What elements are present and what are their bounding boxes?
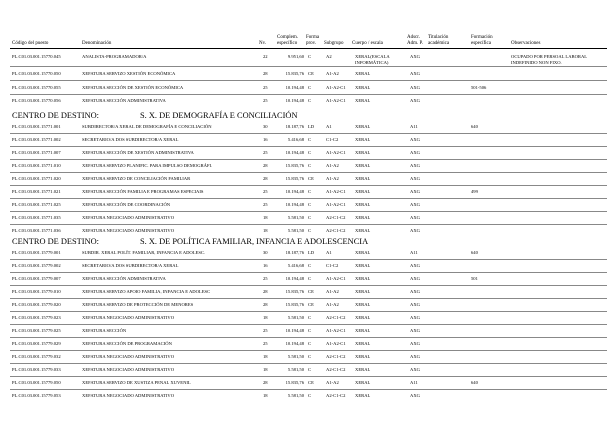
cell-adscription: AXG [410,150,420,155]
cell-complement: 5.581,50 [287,354,304,359]
cell-subgroup: A2-C1-C2 [326,215,346,220]
header-denominacion: Denominación [82,41,112,46]
header-titulacion: Titulación académica [428,35,450,46]
cell-adscription: AXG [410,276,420,281]
cell-complement: 15.835,76 [285,302,304,307]
row-divider [10,211,607,212]
cell-adscription: AXG [410,202,420,207]
table-row [0,137,615,146]
cell-subgroup: A1 [326,250,332,255]
cell-name: SUBDIR. XERAL POLÍT. FAMILIAR, INFANCIA E ADOLESC. [82,250,206,255]
table-row [0,215,615,224]
cell-code: PL.C01.03.001.15779.029 [12,341,61,346]
row-divider [10,172,607,173]
cell-level: 18 [263,393,268,398]
cell-code: PL.C01.03.001.15771.020 [12,176,61,181]
cell-code: PL.C01.03.001.15779.001 [12,250,61,255]
row-divider [10,94,607,95]
cell-complement: 9.951,60 [287,54,304,59]
cell-adscription: A11 [410,380,418,385]
cell-adscription: AXG [410,163,420,168]
cell-cuerpo: XERAL [355,85,371,90]
row-divider [10,159,607,160]
row-divider [10,80,607,81]
header-subgrupo: Subgrupo [324,41,344,46]
cell-level: 25 [263,150,268,155]
header-nivel: Nv. [259,41,267,46]
cell-code: PL.C01.03.001.15771.021 [12,189,61,194]
cell-cuerpo: XERAL [355,150,371,155]
row-divider [10,324,607,325]
cell-level: 16 [263,137,268,142]
cell-adscription: A11 [410,250,418,255]
cell-adscription: AXG [410,315,420,320]
cell-complement: 5.581,50 [287,228,304,233]
cell-code: PL.C01.03.001.15779.020 [12,302,61,307]
cell-cuerpo: XERAL [355,202,371,207]
cell-forma: C [308,189,312,194]
cell-subgroup: A1-A2 [326,302,339,307]
cell-cuerpo: XERAL [355,354,371,359]
cell-adscription: A11 [410,124,418,129]
cell-subgroup: C1-C2 [326,137,339,142]
cell-code: PL.C01.03.001.15779.025 [12,328,61,333]
header-adscripcion: Adscr. Adm. P. [407,35,423,46]
cell-cuerpo: XERAL [355,71,371,76]
cell-subgroup: C1-C2 [326,263,339,268]
cell-forma: C [308,315,312,320]
cell-adscription: AXG [410,263,420,268]
cell-level: 28 [263,302,268,307]
cell-code: PL.C01.03.001.15771.025 [12,202,61,207]
cell-complement: 10.194,48 [285,98,304,103]
row-divider [10,285,607,286]
table-row [0,71,615,80]
cell-name: XEFATURA SECCIÓN DE XESTIÓN ECONÓMICA [82,85,184,90]
cell-cuerpo: XERAL [355,380,371,385]
cell-subgroup: A2-C1-C2 [326,393,346,398]
cell-name: XEFATURA SECCIÓN DE XESTIÓN ADMINISTRATIVA [82,150,194,155]
cell-code: PL.C01.03.001.15771.036 [12,228,61,233]
cell-cuerpo: XERAL [355,276,371,281]
cell-name: XEFATURA NEGOCIADO ADMINISTRATIVO [82,354,175,359]
cell-formacion: 499 [471,189,478,194]
cell-cuerpo: XERAL [355,341,371,346]
cell-cuerpo: XERAL [355,328,371,333]
cell-level: 25 [263,85,268,90]
cell-level: 25 [263,276,268,281]
cell-level: 30 [263,250,268,255]
cell-name: XEFATURA NEGOCIADO ADMINISTRATIVO [82,228,175,233]
cell-complement: 5.416,68 [287,137,304,142]
cell-name: XEFATURA SECCIÓN [82,328,127,333]
cell-code: PL.C01.03.001.15771.007 [12,150,61,155]
header-formacion: Formación específica [471,35,493,46]
cell-complement: 10.194,48 [285,150,304,155]
cell-subgroup: A1-A2-C1 [326,341,346,346]
cell-complement: 5.581,50 [287,393,304,398]
cell-cuerpo: XERAL [355,124,371,129]
row-divider [10,133,607,134]
cell-code: PL.C01.03.001.15770.055 [12,85,61,90]
cell-subgroup: A1-A2 [326,71,339,76]
table-row [0,354,615,363]
cell-level: 28 [263,380,268,385]
cell-cuerpo: XERAL [355,137,371,142]
header-observaciones: Observaciones [511,41,541,46]
cell-subgroup: A1-A2 [326,380,339,385]
cell-cuerpo: XERAL [355,289,371,294]
cell-cuerpo: XERAL(ESCALA INFORMÁTICA) [355,54,390,65]
cell-name: ANALISTA-PROGRAMADOR/A [82,54,147,59]
header-divider [10,48,607,49]
cell-name: XEFATURA SECCIÓN DE PROGRAMACIÓN [82,341,172,346]
section-header-demografia [12,111,602,121]
cell-name: XEFATURA SERVIZO XESTIÓN ECONÓMICA [82,71,176,76]
cell-forma: C [308,393,312,398]
cell-level: 22 [263,54,268,59]
cell-name: XEFATURA SECCIÓN ADMINISTRATIVA [82,276,166,281]
table-row [0,124,615,133]
table-row [0,380,615,389]
cell-complement: 10.194,48 [285,202,304,207]
cell-complement: 15.835,76 [285,163,304,168]
cell-name: XEFATURA SERVIZO APOIO FAMILIA, INFANCIA E ADOLESC [82,289,211,294]
cell-cuerpo: XERAL [355,228,371,233]
table-row [0,393,615,402]
cell-level: 18 [263,228,268,233]
cell-level: 30 [263,124,268,129]
cell-level: 25 [263,341,268,346]
cell-complement: 10.194,48 [285,189,304,194]
cell-forma: CE [308,289,314,294]
cell-code: PL.C01.03.001.15771.035 [12,215,61,220]
cell-subgroup: A1-A2-C1 [326,328,346,333]
cell-forma: C [308,202,312,207]
table-row [0,276,615,285]
cell-subgroup: A1-A2-C1 [326,98,346,103]
cell-cuerpo: XERAL [355,98,371,103]
cell-complement: 18.187,76 [285,250,304,255]
cell-forma: C [308,163,312,168]
table-row [0,315,615,324]
cell-name: XEFATURA SERVIZO DE CONCILIACIÓN FAMILIAR [82,176,191,181]
cell-name: XEFATURA NEGOCIADO ADMINISTRATIVO [82,367,175,372]
cell-cuerpo: XERAL [355,163,371,168]
row-divider [10,376,607,377]
row-divider [10,146,607,147]
table-row [0,302,615,311]
cell-adscription: AXG [410,98,420,103]
table-header [0,0,615,48]
cell-code: PL.C01.03.001.15779.023 [12,315,61,320]
table-row [0,189,615,198]
cell-observations: OCUPADO POR PERSOAL LABORAL INDEFINIDO NON FIXO. [511,54,588,65]
cell-complement: 10.194,48 [285,341,304,346]
table-row [0,54,615,63]
cell-forma: C [308,341,312,346]
row-divider [10,311,607,312]
row-divider [10,185,607,186]
header-codigo: Código del puesto [12,41,49,46]
cell-subgroup: A1 [326,124,332,129]
table-row [0,328,615,337]
cell-cuerpo: XERAL [355,367,371,372]
cell-code: PL.C01.03.001.15779.050 [12,380,61,385]
cell-level: 28 [263,176,268,181]
row-divider [10,298,607,299]
cell-adscription: AXG [410,341,420,346]
cell-name: SUBDIRECTOR/A XERAL DE DEMOGRAFÍA E CONCILIACIÓN [82,124,212,129]
cell-level: 25 [263,202,268,207]
cell-subgroup: A1-A2 [326,289,339,294]
cell-forma: C [308,354,312,359]
cell-code: PL.C01.03.001.15770.045 [12,54,61,59]
table-row [0,176,615,185]
cell-level: 18 [263,215,268,220]
cell-subgroup: A1-A2 [326,163,339,168]
cell-subgroup: A1-A2 [326,176,339,181]
cell-level: 18 [263,315,268,320]
cell-level: 28 [263,289,268,294]
cell-subgroup: A2 [326,54,332,59]
cell-adscription: AXG [410,85,420,90]
cell-formacion: 640 [471,250,478,255]
cell-forma: LD [308,250,315,255]
row-divider [10,363,607,364]
cell-name: SECRETARIO/A DOS SUBDIRECTOR/A XERAL [82,137,179,142]
cell-complement: 5.416,68 [287,263,304,268]
section-label: CENTRO DE DESTINO: [12,237,100,246]
row-divider [10,337,607,338]
cell-code: PL.C01.03.001.15779.032 [12,354,61,359]
cell-code: PL.C01.03.001.15770.056 [12,98,61,103]
cell-cuerpo: XERAL [355,215,371,220]
cell-forma: LD [308,124,315,129]
row-divider [10,224,607,225]
table-row [0,163,615,172]
cell-cuerpo: XERAL [355,302,371,307]
table-row [0,263,615,272]
cell-adscription: AXG [410,367,420,372]
cell-subgroup: A2-C1-C2 [326,367,346,372]
cell-forma: CE [308,71,314,76]
cell-forma: C [308,276,312,281]
cell-complement: 10.194,48 [285,328,304,333]
cell-subgroup: A1-A2-C1 [326,85,346,90]
cell-complement: 15.835,76 [285,176,304,181]
cell-complement: 15.835,76 [285,380,304,385]
cell-adscription: AXG [410,289,420,294]
cell-cuerpo: XERAL [355,315,371,320]
cell-name: XEFATURA SECCIÓN FAMILIA E PROGRAMAS ESPECIAIS [82,189,204,194]
cell-formacion: 640 [471,380,478,385]
row-divider [10,350,607,351]
cell-forma: C [308,150,312,155]
cell-name: XEFATURA NEGOCIADO ADMINISTRATIVO [82,393,175,398]
cell-adscription: AXG [410,215,420,220]
cell-name: SECRETARIO/A DOS SUBDIRECTOR/A XERAL [82,263,179,268]
cell-cuerpo: XERAL [355,250,371,255]
cell-adscription: AXG [410,302,420,307]
cell-code: PL.C01.03.001.15779.007 [12,276,61,281]
cell-cuerpo: XERAL [355,189,371,194]
header-cuerpo: Cuerpo / escala [352,41,383,46]
cell-adscription: AXG [410,354,420,359]
cell-forma: C [308,263,312,268]
header-forma: Forma prov. [306,35,320,46]
row-divider [10,198,607,199]
cell-name: XEFATURA SERVIZO DE PROTECCIÓN DE MENORES [82,302,194,307]
cell-name: XEFATURA SERVIZO PLANIFIC. PARA IMPULSO DEMOGRÁFI. [82,163,213,168]
cell-complement: 5.581,50 [287,367,304,372]
cell-level: 28 [263,71,268,76]
cell-level: 25 [263,189,268,194]
table-row [0,228,615,237]
cell-code: PL.C01.03.001.15779.033 [12,367,61,372]
table-row [0,85,615,94]
row-divider [10,66,607,67]
cell-forma: C [308,54,312,59]
cell-forma: CE [308,380,314,385]
cell-level: 18 [263,367,268,372]
cell-forma: C [308,228,312,233]
cell-name: XEFATURA SECCIÓN ADMINISTRATIVA [82,98,166,103]
cell-complement: 10.194,48 [285,276,304,281]
cell-subgroup: A1-A2-C1 [326,150,346,155]
cell-subgroup: A1-A2-C1 [326,189,346,194]
cell-level: 16 [263,263,268,268]
cell-level: 28 [263,163,268,168]
cell-complement: 5.581,50 [287,315,304,320]
cell-code: PL.C01.03.001.15779.053 [12,393,61,398]
cell-code: PL.C01.03.001.15779.002 [12,263,61,268]
cell-code: PL.C01.03.001.15771.010 [12,163,61,168]
cell-complement: 5.581,50 [287,215,304,220]
cell-level: 25 [263,328,268,333]
cell-adscription: AXG [410,393,420,398]
cell-subgroup: A2-C1-C2 [326,354,346,359]
table-row [0,289,615,298]
cell-name: XEFATURA SERVIZO DE XUSTIZA PENAL XUVENIL [82,380,191,385]
table-row [0,98,615,107]
row-divider [10,389,607,390]
cell-subgroup: A2-C1-C2 [326,228,346,233]
section-name: S. X. DE DEMOGRAFÍA E CONCILIACIÓN [140,111,298,120]
header-complemento: Complem. específico [277,35,298,46]
cell-complement: 18.187,76 [285,124,304,129]
cell-cuerpo: XERAL [355,263,371,268]
cell-forma: C [308,137,312,142]
table-row [0,250,615,259]
cell-code: PL.C01.03.001.15770.050 [12,71,61,76]
cell-formacion: 640 [471,124,478,129]
cell-subgroup: A1-A2-C1 [326,276,346,281]
cell-forma: C [308,367,312,372]
cell-name: XEFATURA NEGOCIADO ADMINISTRATIVO [82,215,175,220]
cell-code: PL.C01.03.001.15771.001 [12,124,61,129]
cell-forma: C [308,98,312,103]
cell-code: PL.C01.03.001.15779.010 [12,289,61,294]
table-row [0,341,615,350]
cell-cuerpo: XERAL [355,393,371,398]
cell-complement: 15.835,76 [285,289,304,294]
cell-formacion: 501-506 [471,85,487,90]
row-divider [10,259,607,260]
section-header-politica-familiar [12,237,602,247]
cell-complement: 10.194,48 [285,85,304,90]
table-row [0,367,615,376]
cell-forma: C [308,215,312,220]
cell-code: PL.C01.03.001.15771.002 [12,137,61,142]
cell-formacion: 501 [471,276,478,281]
cell-name: XEFATURA NEGOCIADO ADMINISTRATIVO [82,315,175,320]
cell-adscription: AXG [410,54,420,59]
row-divider [10,272,607,273]
cell-adscription: AXG [410,71,420,76]
section-name: S. X. DE POLÍTICA FAMILIAR, INFANCIA E ADOLESCENCIA [140,237,369,246]
cell-subgroup: A2-C1-C2 [326,315,346,320]
cell-complement: 15.835,76 [285,71,304,76]
cell-level: 18 [263,354,268,359]
cell-cuerpo: XERAL [355,176,371,181]
cell-forma: C [308,328,312,333]
cell-adscription: AXG [410,189,420,194]
cell-level: 25 [263,98,268,103]
cell-forma: C [308,85,312,90]
cell-subgroup: A1-A2-C1 [326,202,346,207]
table-row [0,150,615,159]
cell-adscription: AXG [410,328,420,333]
cell-adscription: AXG [410,176,420,181]
cell-forma: CE [308,302,314,307]
cell-adscription: AXG [410,137,420,142]
cell-name: XEFATURA SECCIÓN DE COORDINACIÓN [82,202,171,207]
cell-forma: CE [308,176,314,181]
section-label: CENTRO DE DESTINO: [12,111,100,120]
table-row [0,202,615,211]
cell-adscription: AXG [410,228,420,233]
